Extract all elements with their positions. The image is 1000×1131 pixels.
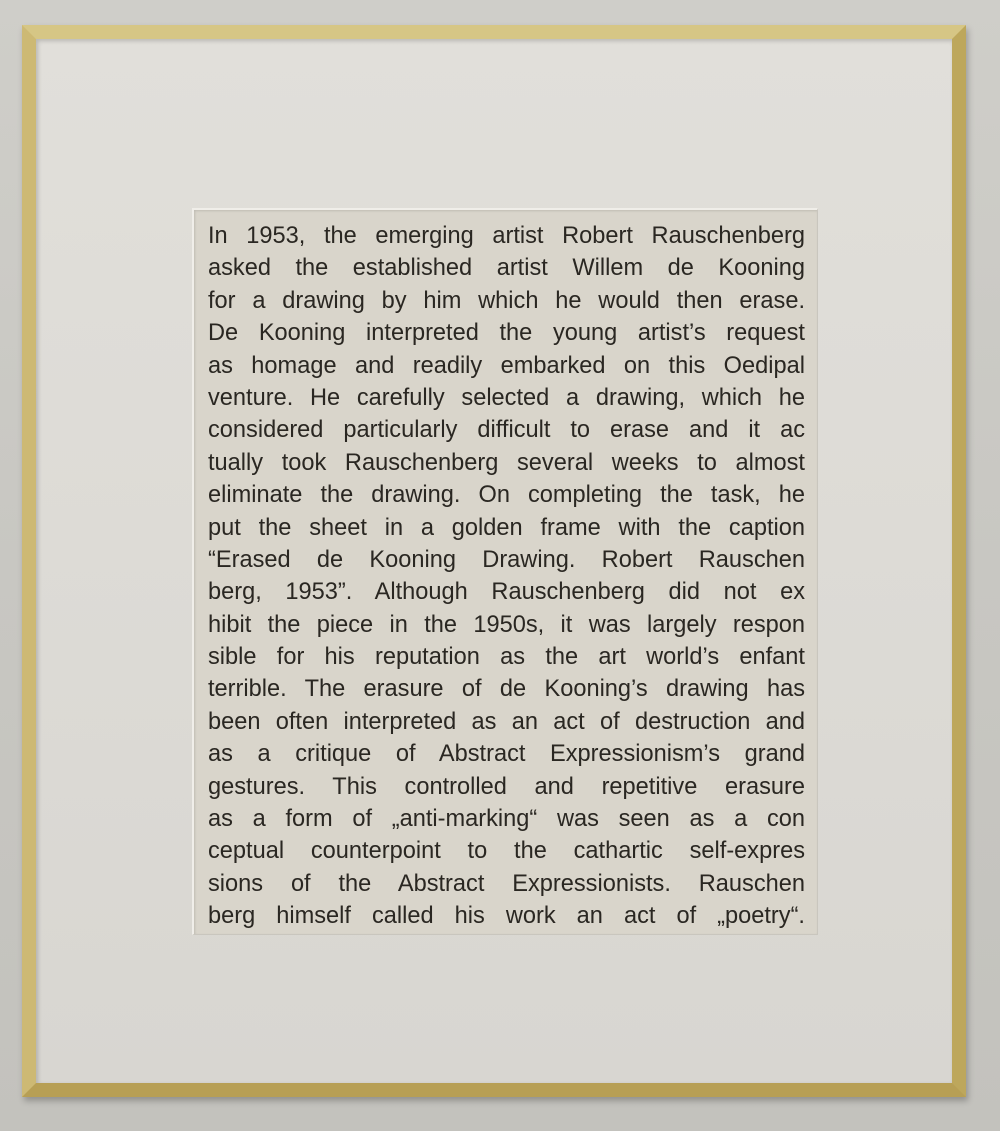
text-line: as homage and readily embarked on this Oedipal [208, 352, 805, 379]
frame-inner-shadow [36, 39, 952, 1083]
text-line: put the sheet in a golden frame with the caption [208, 514, 805, 541]
text-line: De Kooning interpreted the young artist’s request [208, 320, 805, 347]
text-line: berg, 1953”. Although Rauschenberg did not ex [208, 579, 805, 606]
text-line: terrible. The erasure of de Kooning’s drawing has [208, 676, 805, 703]
text-line: “Erased de Kooning Drawing. Robert Rauschen [208, 546, 805, 573]
text-line: for a drawing by him which he would then erase. [208, 287, 805, 314]
text-line: asked the established artist Willem de Kooning [208, 255, 805, 282]
text-line: considered particularly difficult to erase and it ac [208, 417, 805, 444]
text-line: gestures. This controlled and repetitive erasure [208, 773, 805, 800]
text-line: In 1953, the emerging artist Robert Rauschenberg [208, 223, 805, 249]
text-line: been often interpreted as an act of destruction and [208, 708, 805, 735]
text-line: berg himself called his work an act of „poetry“. [208, 903, 805, 930]
text-line: as a critique of Abstract Expressionism’s grand [208, 741, 805, 768]
text-line: as a form of „anti-marking“ was seen as a con [208, 806, 805, 833]
gold-picture-frame [22, 25, 966, 1097]
text-line: hibit the piece in the 1950s, it was largely respon [208, 611, 805, 638]
text-line: ceptual counterpoint to the cathartic self-expres [208, 838, 805, 865]
text-line: sions of the Abstract Expressionists. Rauschen [208, 870, 805, 897]
text-line: venture. He carefully selected a drawing, which he [208, 384, 805, 411]
text-line: sible for his reputation as the art world’s enfant [208, 644, 805, 671]
text-line: tually took Rauschenberg several weeks to almost [208, 449, 805, 476]
text-line: eliminate the drawing. On completing the task, he [208, 482, 805, 509]
